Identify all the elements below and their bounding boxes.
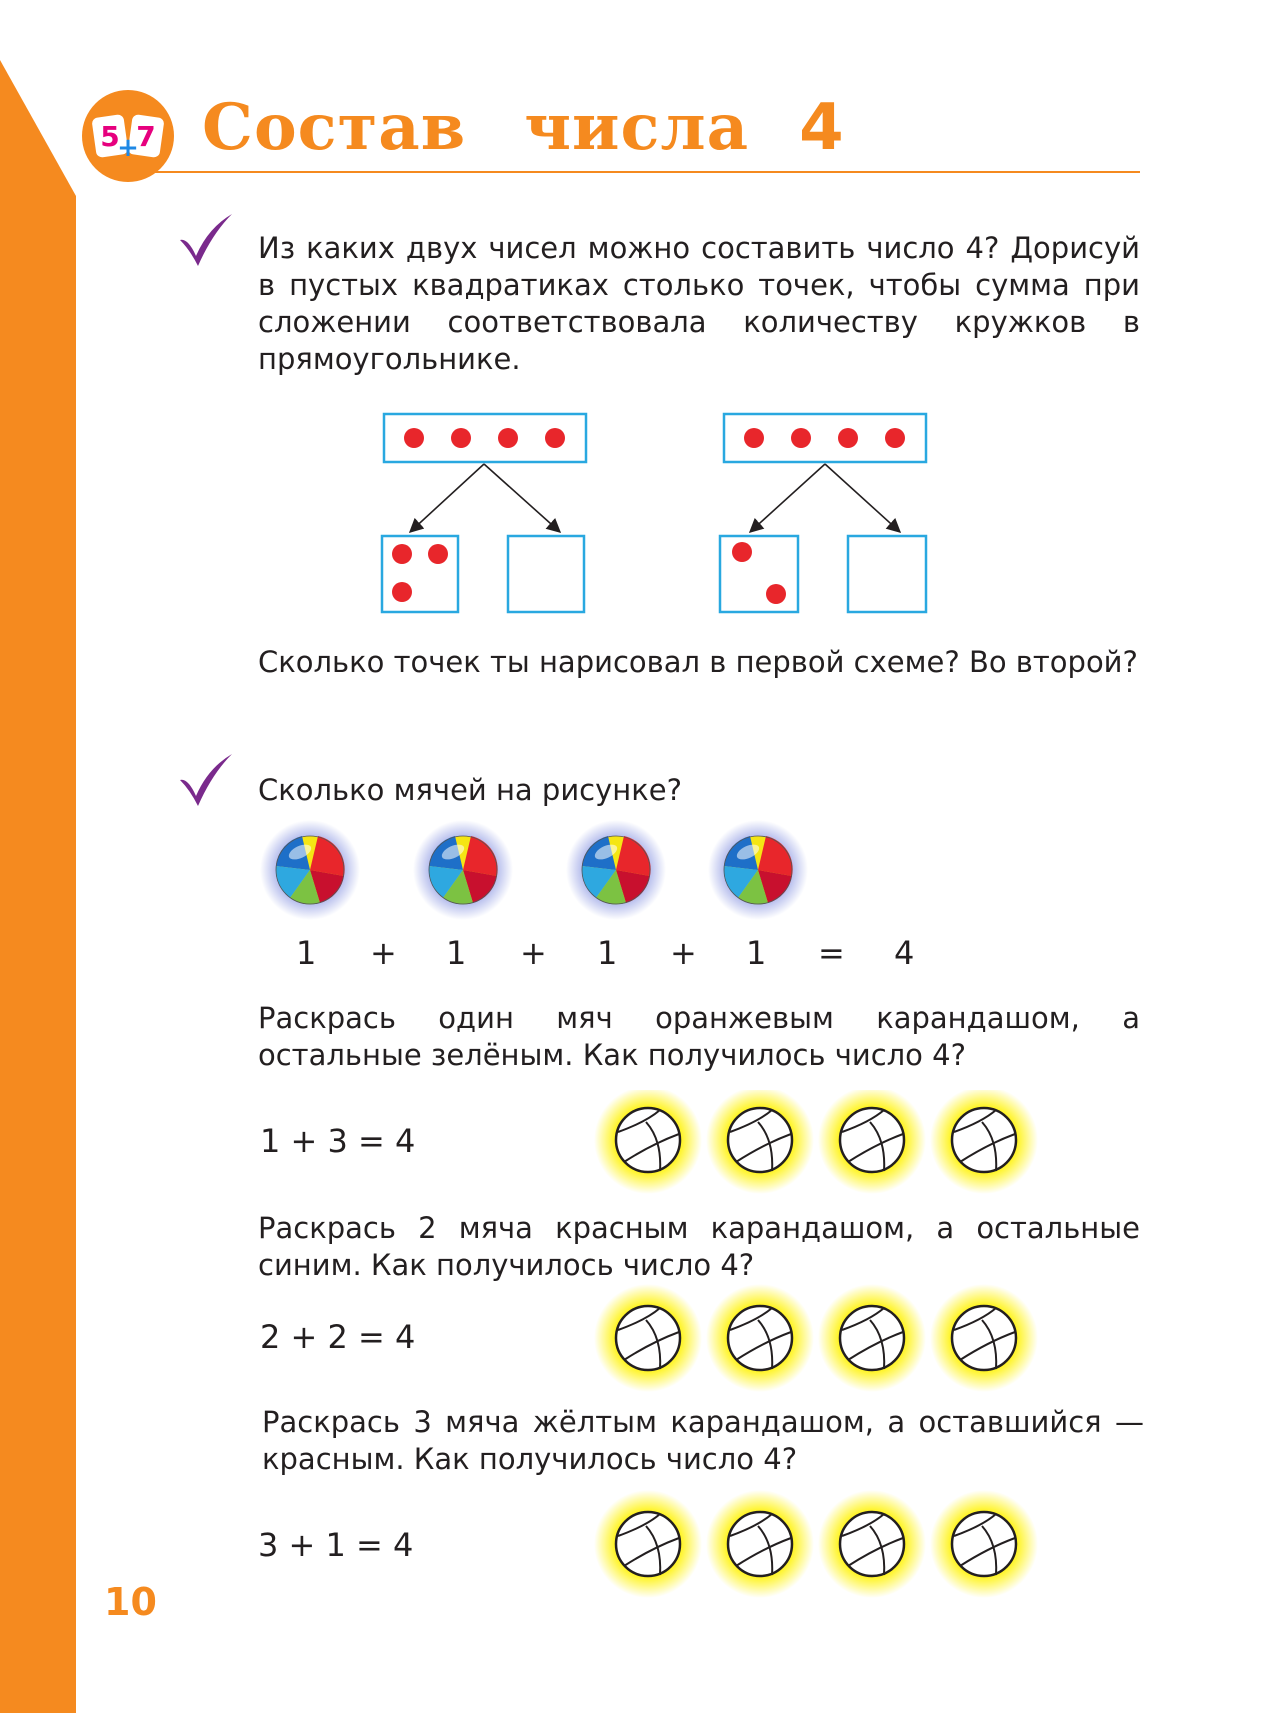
badge-plus: + xyxy=(117,133,139,163)
equation-term: 1 xyxy=(296,934,317,972)
exercise-1-equation: 1 + 3 = 4 xyxy=(260,1122,416,1160)
title-rule xyxy=(150,171,1140,173)
check-mark-icon xyxy=(176,212,234,270)
scheme-1-total-dot xyxy=(404,428,424,448)
scheme-2 xyxy=(720,414,926,612)
coloring-ball[interactable] xyxy=(930,1490,1038,1598)
coloring-ball[interactable] xyxy=(594,1490,702,1598)
check-mark-icon xyxy=(176,752,234,810)
equation-operator: + xyxy=(370,934,397,972)
title-word-1: Состав xyxy=(202,90,467,165)
coloring-ball[interactable] xyxy=(818,1090,926,1194)
scheme-2-left-dot xyxy=(766,584,786,604)
math-badge-icon xyxy=(80,88,176,184)
equation-operator: + xyxy=(520,934,547,972)
task1-question: Сколько точек ты нарисовал в первой схеме? Во второй? xyxy=(258,645,1138,679)
coloring-ball[interactable] xyxy=(706,1090,814,1194)
scheme-1-left-box xyxy=(382,536,458,612)
scheme-1-left-dot xyxy=(428,544,448,564)
task1-text: Из каких двух чисел можно составить число 4? Дорисуй в пустых квадратиках столько точек, чтобы сумма при сложении соответствовала количеству кружков в прямоугольнике. xyxy=(258,231,1140,376)
equation-term: 1 xyxy=(597,934,618,972)
scheme-2-total-dot xyxy=(885,428,905,448)
title-word-2: числа xyxy=(524,90,750,165)
exercise-2-equation: 2 + 2 = 4 xyxy=(260,1318,416,1356)
exercise-1-instruction: Раскрась один мяч оранжевым карандашом, а остальные зелёным. Как получилось число 4? xyxy=(258,1001,1140,1072)
scheme-2-total-dot xyxy=(838,428,858,448)
page-title xyxy=(202,90,845,165)
coloring-row-3 xyxy=(594,1490,1038,1598)
coloring-ball[interactable] xyxy=(706,1284,814,1392)
exercise-2-instruction: Раскрась 2 мяча красным карандашом, а остальные синим. Как получилось число 4? xyxy=(258,1211,1140,1282)
coloring-row-1 xyxy=(594,1090,1038,1194)
beach-ball-icon xyxy=(708,820,808,920)
coloring-ball[interactable] xyxy=(930,1090,1038,1194)
coloring-ball[interactable] xyxy=(930,1284,1038,1392)
coloring-ball[interactable] xyxy=(594,1284,702,1392)
scheme-2-right-box[interactable] xyxy=(848,536,926,612)
side-band xyxy=(0,0,76,1713)
scheme-2-total-dot xyxy=(744,428,764,448)
scheme-2-arrow-right xyxy=(825,464,900,532)
scheme-1-total-dot xyxy=(498,428,518,448)
scheme-1-right-box[interactable] xyxy=(508,536,584,612)
scheme-2-total-dot xyxy=(791,428,811,448)
equation-term: 1 xyxy=(746,934,767,972)
title-number: 4 xyxy=(799,91,845,165)
badge-digit-right: 7 xyxy=(136,120,156,153)
equation-equals: = xyxy=(818,934,845,972)
scheme-1 xyxy=(382,414,586,612)
scheme-2-left-dot xyxy=(732,542,752,562)
equation-result: 4 xyxy=(894,934,915,972)
scheme-2-left-box xyxy=(720,536,798,612)
beach-ball-icon xyxy=(413,820,513,920)
beach-ball-icon xyxy=(566,820,666,920)
equation-operator: + xyxy=(670,934,697,972)
scheme-1-left-dot xyxy=(392,544,412,564)
scheme-1-arrow-right xyxy=(484,464,560,532)
scheme-1-left-dot xyxy=(392,582,412,602)
coloring-ball[interactable] xyxy=(818,1284,926,1392)
coloring-row-2 xyxy=(594,1284,1038,1392)
beach-ball-icon xyxy=(260,820,360,920)
number-composition-schemes xyxy=(370,400,950,630)
exercise-3-instruction: Раскрась 3 мяча жёлтым карандашом, а оставшийся — красным. Как получилось число 4? xyxy=(262,1405,1144,1476)
task2-question: Сколько мячей на рисунке? xyxy=(258,773,682,807)
page-number: 10 xyxy=(104,1580,157,1624)
coloring-ball[interactable] xyxy=(818,1490,926,1598)
scheme-1-total-dot xyxy=(545,428,565,448)
exercise-3-equation: 3 + 1 = 4 xyxy=(258,1526,414,1564)
equation-term: 1 xyxy=(446,934,467,972)
scheme-1-arrow-left xyxy=(410,464,484,532)
beach-balls-row xyxy=(260,818,820,928)
coloring-ball[interactable] xyxy=(594,1090,702,1194)
coloring-ball[interactable] xyxy=(706,1490,814,1598)
scheme-2-arrow-left xyxy=(750,464,825,532)
ball-sum-equation xyxy=(0,934,1270,974)
badge-digit-left: 5 xyxy=(100,120,120,153)
scheme-1-total-dot xyxy=(451,428,471,448)
coloring-balls-grid xyxy=(590,1090,1050,1610)
